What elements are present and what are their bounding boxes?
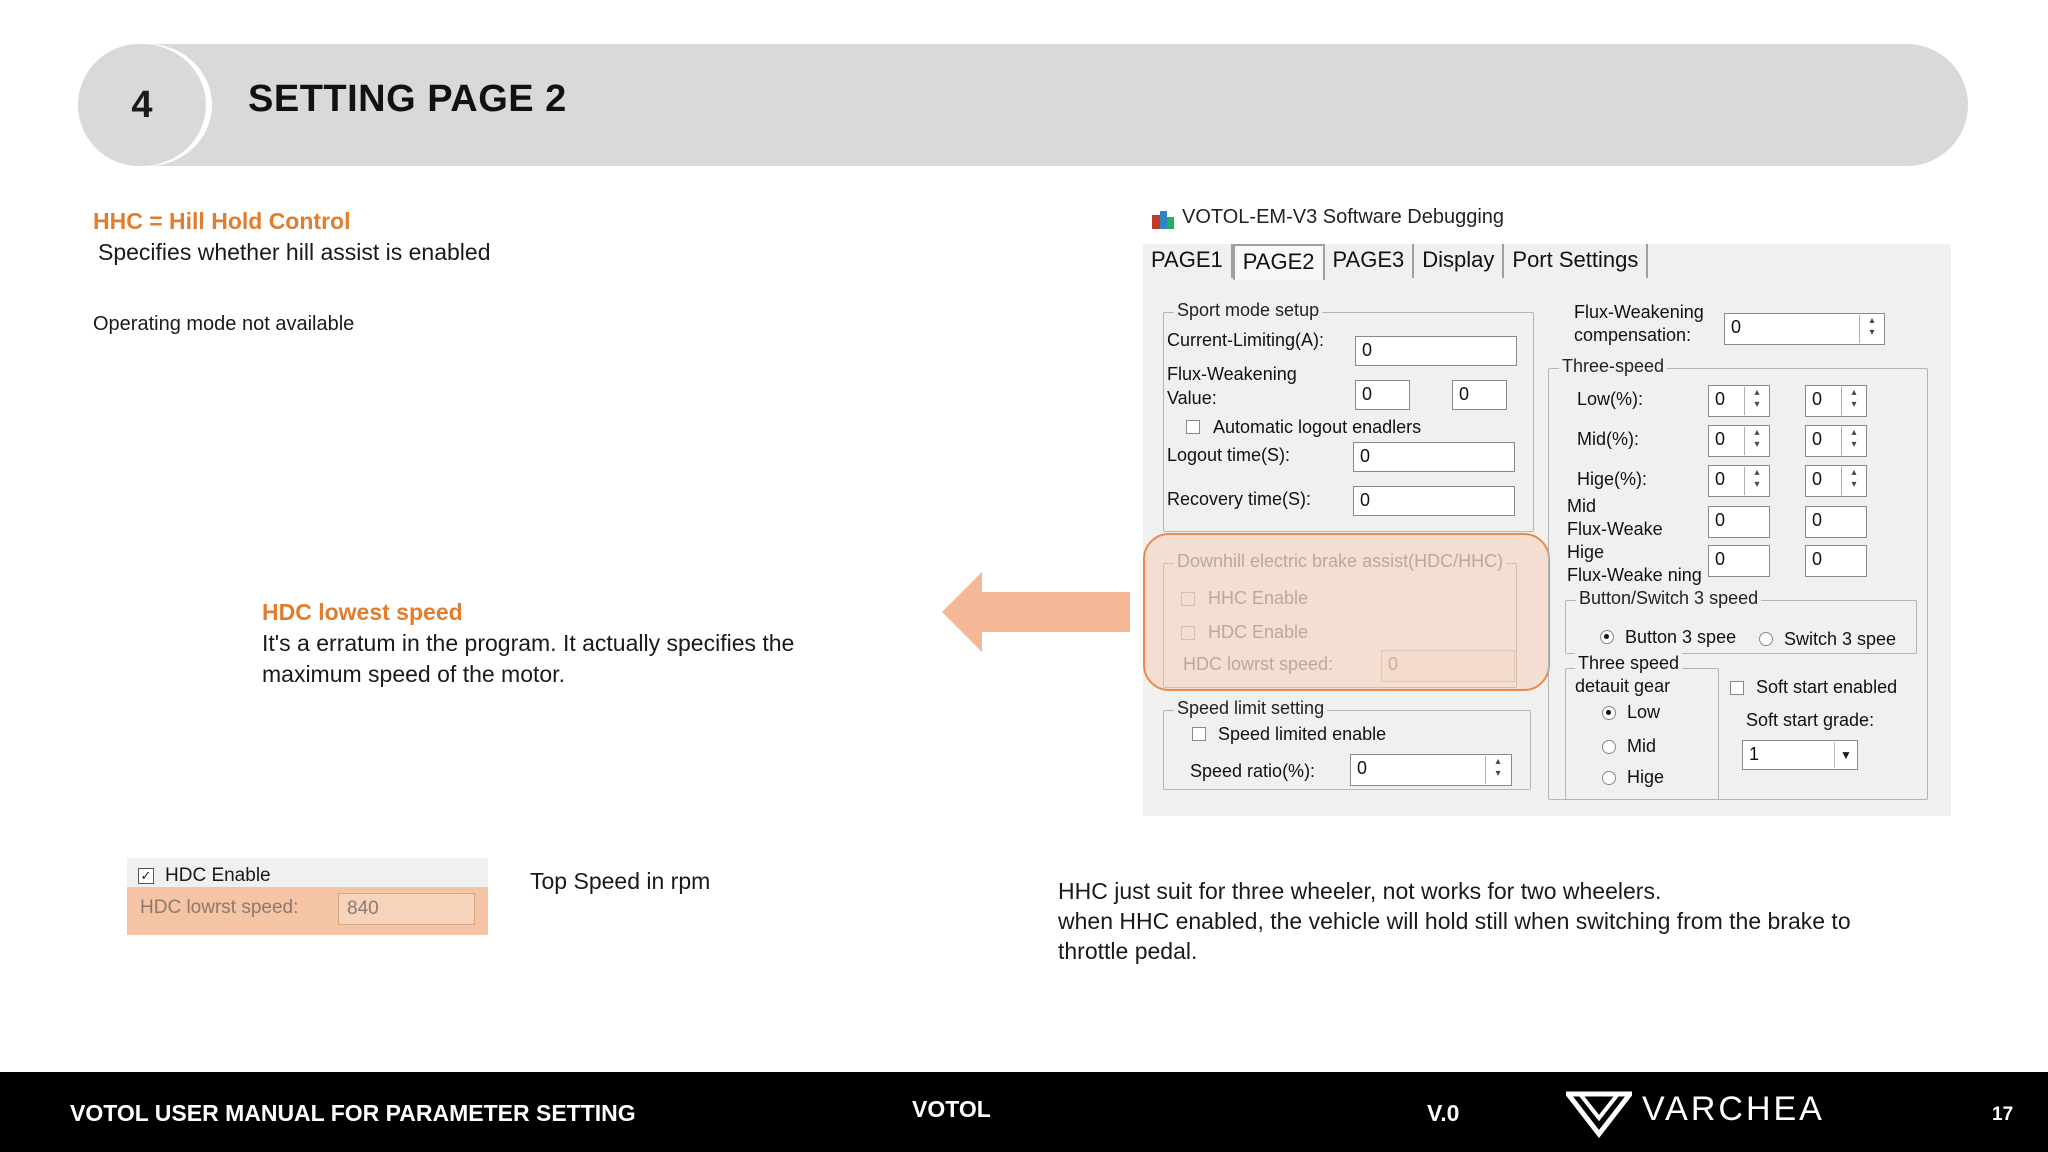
low-spinner-1[interactable]: ▴ ▾ (1744, 387, 1769, 415)
top-speed-note: Top Speed in rpm (530, 868, 711, 894)
tab-page2[interactable]: PAGE2 (1233, 244, 1325, 280)
footer-version: V.0 (1427, 1100, 1460, 1126)
mid-flux-input-1[interactable]: 0 (1708, 506, 1770, 538)
hdc-description-line2: maximum speed of the motor. (262, 661, 565, 687)
mid-spinner-1[interactable]: ▴ ▾ (1744, 427, 1769, 455)
mid-flux-label-2: Flux-Weake (1567, 519, 1663, 539)
tab-bar (1143, 244, 1648, 278)
flux-comp-spinner[interactable]: ▴ ▾ (1859, 315, 1884, 343)
hhc-note-line2: when HHC enabled, the vehicle will hold still when switching from the brake to (1058, 908, 1851, 934)
logout-time-label: Logout time(S): (1167, 445, 1291, 465)
tab-page1[interactable]: PAGE1 (1143, 244, 1233, 278)
gear-low-label: Low (1627, 702, 1661, 722)
footer-logo-text: VARCHEA (1642, 1090, 1825, 1128)
hige-flux-label: Hige (1567, 542, 1605, 562)
soft-start-checkbox[interactable] (1730, 681, 1744, 695)
footer-manual-title: VOTOL USER MANUAL FOR PARAMETER SETTING (70, 1100, 636, 1126)
speed-limited-checkbox[interactable] (1192, 727, 1206, 741)
hhc-title: HHC = Hill Hold Control (93, 208, 351, 234)
gear-hige-radio[interactable] (1602, 771, 1616, 785)
window-title: VOTOL-EM-V3 Software Debugging (1182, 206, 1505, 228)
tab-page3[interactable]: PAGE3 (1325, 244, 1415, 278)
speed-limited-label: Speed limited enable (1218, 724, 1387, 744)
flux-weakening-input-2[interactable]: 0 (1452, 380, 1507, 410)
hhc-note-line1: HHC just suit for three wheeler, not works for two wheelers. (1058, 878, 1662, 904)
hige-spinner-2[interactable]: ▴ ▾ (1841, 467, 1866, 495)
downhill-legend: Downhill electric brake assist(HDC/HHC) (1174, 551, 1506, 572)
flux-weakening-input-1[interactable]: 0 (1355, 380, 1410, 410)
button-3-speed-radio[interactable] (1600, 630, 1614, 644)
snippet-hdc-speed-label: HDC lowrst speed: (140, 897, 299, 918)
flux-comp-input[interactable]: 0 (1724, 313, 1885, 345)
hige-flux-label-2: Flux-Weake ning (1567, 565, 1702, 585)
page-title: SETTING PAGE 2 (248, 78, 567, 120)
hdc-speed-label: HDC lowrst speed: (1183, 654, 1334, 674)
switch-3-speed-radio[interactable] (1759, 632, 1773, 646)
tab-display[interactable]: Display (1414, 244, 1504, 278)
switch-3-speed-label: Switch 3 spee (1784, 629, 1897, 649)
button-switch-legend: Button/Switch 3 speed (1576, 588, 1761, 609)
tab-port-settings[interactable]: Port Settings (1504, 244, 1648, 278)
low-percent-label: Low(%): (1577, 389, 1644, 409)
mid-percent-label: Mid(%): (1577, 429, 1639, 449)
hige-input-2[interactable]: 0 (1805, 465, 1867, 497)
flux-weakening-label: Flux-Weakening (1167, 364, 1297, 384)
left-arrow-icon (942, 572, 1130, 652)
sport-mode-legend: Sport mode setup (1174, 300, 1322, 321)
recovery-time-input[interactable]: 0 (1353, 486, 1515, 516)
button-3-speed-label: Button 3 spee (1625, 627, 1737, 647)
hhc-description: Specifies whether hill assist is enabled (98, 239, 491, 265)
gear-mid-radio[interactable] (1602, 740, 1616, 754)
mid-input-1[interactable]: 0 (1708, 425, 1770, 457)
speed-ratio-label: Speed ratio(%): (1190, 761, 1316, 781)
low-spinner-2[interactable]: ▴ ▾ (1841, 387, 1866, 415)
chevron-down-icon[interactable]: ▼ (1834, 742, 1857, 768)
window-title-bar (1152, 206, 1504, 229)
speed-ratio-input[interactable]: 0 (1350, 754, 1512, 786)
page-number: 17 (1992, 1104, 2014, 1125)
hige-percent-label: Hige(%): (1577, 469, 1648, 489)
hdc-title: HDC lowest speed (262, 599, 463, 625)
highlight-box (1143, 533, 1550, 691)
hdc-enable-checked-checkbox[interactable]: ✓ (138, 868, 154, 884)
snippet-hdc-speed-input[interactable]: 840 (338, 893, 475, 925)
mid-input-2[interactable]: 0 (1805, 425, 1867, 457)
flux-comp-label: Flux-Weakening (1574, 302, 1704, 322)
auto-logout-label: Automatic logout enadlers (1213, 417, 1422, 437)
hhc-note-line3: throttle pedal. (1058, 938, 1198, 964)
hdc-description-line1: It's a erratum in the program. It actually specifies the (262, 630, 795, 656)
recovery-time-label: Recovery time(S): (1167, 489, 1312, 509)
three-speed-legend: Three-speed (1559, 356, 1667, 377)
default-gear-legend: Three speed (1575, 653, 1682, 674)
default-gear-legend-2: detauit gear (1575, 676, 1671, 696)
hhc-enable-label: HHC Enable (1208, 588, 1309, 608)
low-input-1[interactable]: 0 (1708, 385, 1770, 417)
varchea-logo-icon (1566, 1088, 1632, 1138)
snippet-hdc-enable-label: HDC Enable (165, 865, 271, 886)
gear-low-radio[interactable] (1602, 706, 1616, 720)
hdc-enable-label: HDC Enable (1208, 622, 1309, 642)
auto-logout-checkbox[interactable] (1186, 420, 1200, 434)
low-input-2[interactable]: 0 (1805, 385, 1867, 417)
soft-start-label: Soft start enabled (1756, 677, 1898, 697)
mid-spinner-2[interactable]: ▴ ▾ (1841, 427, 1866, 455)
hige-flux-input-2[interactable]: 0 (1805, 545, 1867, 577)
soft-start-grade-select[interactable]: 1 (1742, 740, 1858, 770)
section-number: 4 (78, 44, 206, 166)
logout-time-input[interactable]: 0 (1353, 442, 1515, 472)
mid-flux-label: Mid (1567, 496, 1597, 516)
operating-mode-note: Operating mode not available (93, 313, 355, 335)
gear-hige-label: Hige (1627, 767, 1665, 787)
flux-weakening-label-2: Value: (1167, 388, 1217, 408)
hige-spinner-1[interactable]: ▴ ▾ (1744, 467, 1769, 495)
mid-flux-input-2[interactable]: 0 (1805, 506, 1867, 538)
speed-limit-legend: Speed limit setting (1174, 698, 1327, 719)
footer-brand: VOTOL (912, 1096, 991, 1122)
flux-comp-label-2: compensation: (1574, 325, 1692, 345)
current-limiting-label: Current-Limiting(A): (1167, 330, 1325, 350)
gear-mid-label: Mid (1627, 736, 1657, 756)
current-limiting-input[interactable]: 0 (1355, 336, 1517, 366)
hige-flux-input-1[interactable]: 0 (1708, 545, 1770, 577)
app-icon (1152, 207, 1174, 229)
soft-start-grade-label: Soft start grade: (1746, 710, 1875, 730)
hdc-speed-input[interactable]: 0 (1381, 650, 1515, 682)
footer-bar (0, 1072, 2048, 1152)
speed-ratio-spinner[interactable]: ▴ ▾ (1485, 756, 1510, 784)
hige-input-1[interactable]: 0 (1708, 465, 1770, 497)
